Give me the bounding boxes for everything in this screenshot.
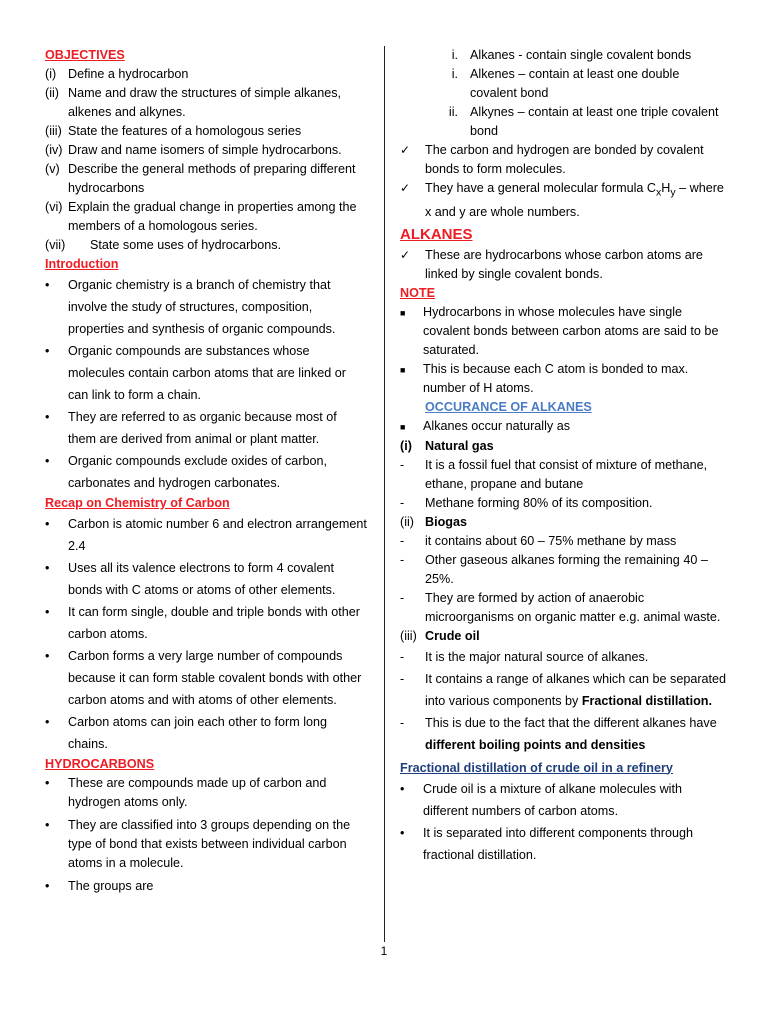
dash-item: - it contains about 60 – 75% methane by mass [400,533,677,548]
list-item: • Organic compounds are substances whose molecules contain carbon atoms that are linked or can link to form a chain. [45,344,346,402]
dash-item: - They are formed by action of anaerobic microorganisms on organic matter e.g. animal waste. [400,590,721,624]
list-item: • Carbon is atomic number 6 and electron arrangement 2.4 [45,517,367,553]
dash-item: - Methane forming 80% of its composition. [400,495,653,510]
list-item: • They are classified into 3 groups depending on the type of bond that exists between individual carbon atoms in a molecule. [45,818,351,870]
dash-item: - It contains a range of alkanes which can be separated into various components by Fractional distillation. [400,671,727,708]
list-item: • Carbon forms a very large number of compounds because it can form stable covalent bonds with other carbon atoms and with atoms of other elements. [45,649,362,707]
list-item: • Organic chemistry is a branch of chemistry that involve the study of structures, composition, properties and synthesis of organic compounds. [45,278,336,336]
left-column [45,46,367,896]
objective-item: (vii) State some uses of hydrocarbons. [45,238,282,252]
list-item: • It is separated into different components through fractional distillation. [400,825,694,862]
occurance-heading: OCCURANCE OF ALKANES [425,399,592,414]
check-icon: ✓ [400,247,411,262]
list-item: • Organic compounds exclude oxides of carbon, carbonates and hydrogen carbonates. [45,454,328,490]
page-number: 1 [380,944,388,958]
dash-item: - Other gaseous alkanes forming the remaining 40 – 25%. [400,552,708,586]
check-item: ✓ The carbon and hydrogen are bonded by covalent bonds to form molecules. [400,141,728,179]
square-bullet-icon: ■ [400,421,406,432]
right-column [400,46,728,866]
objective-item: (iii) State the features of a homologous series [45,124,302,138]
list-item: • Uses all its valence electrons to form 4 covalent bonds with C atoms or atoms of other elements. [45,561,336,597]
check-item: ✓ These are hydrocarbons whose carbon atoms are linked by single covalent bonds. [400,246,728,284]
objectives-heading: OBJECTIVES [45,48,125,62]
alkanes-heading: ALKANES [400,225,473,243]
group-item: ii. Alkynes – contain at least one triple covalent bond [448,105,719,138]
list-item: • It can form single, double and triple bonds with other carbon atoms. [45,605,360,641]
objective-item: (i) Define a hydrocarbon [45,67,189,81]
objective-item: (v) Describe the general methods of preparing different hydrocarbons [45,162,356,195]
hydrocarbons-heading: HYDROCARBONS [45,757,155,771]
objective-item: (iv) Draw and name isomers of simple hydrocarbons. [45,143,342,157]
crude-oil-heading: (iii) Crude oil [400,628,480,643]
group-item: i. Alkanes - contain single covalent bonds [451,48,692,62]
check-icon: ✓ [400,143,411,157]
objective-item: (ii) Name and draw the structures of simple alkanes, alkenes and alkynes. [45,86,341,119]
note-heading: NOTE [400,285,435,300]
dash-item: - It is a fossil fuel that consist of mixture of methane, ethane, propane and butane [400,457,708,491]
square-bullet-icon: ■ [400,307,406,318]
natural-gas-heading: (i) Natural gas [400,438,494,453]
biogas-heading: (ii) Biogas [400,514,467,529]
dash-item: - It is the major natural source of alkanes. [400,649,649,664]
recap-heading: Recap on Chemistry of Carbon [45,496,230,510]
note-item: ■ Hydrocarbons in whose molecules have single covalent bonds between carbon atoms are said to be saturated. [400,303,728,360]
note-item: ■ This is because each C atom is bonded to max. number of H atoms. [400,360,728,398]
group-item: i. Alkenes – contain at least one double covalent bond [451,67,680,100]
dash-item: - This is due to the fact that the different alkanes have different boiling points and densities [400,715,717,752]
list-item: • These are compounds made up of carbon and hydrogen atoms only. [45,776,327,809]
objective-item: (vi) Explain the gradual change in properties among the members of a homologous series. [45,200,357,233]
check-icon: ✓ [400,181,411,195]
note-item: ■ Alkanes occur naturally as [400,417,728,437]
fractional-heading: Fractional distillation of crude oil in a refinery [400,760,673,775]
column-divider [384,46,385,942]
list-item: • The groups are [45,879,154,893]
list-item: • They are referred to as organic because most of them are derived from animal or plant matter. [45,410,337,446]
introduction-heading: Introduction [45,257,119,271]
list-item: • Crude oil is a mixture of alkane molecules with different numbers of carbon atoms. [400,781,682,818]
check-item: ✓ They have a general molecular formula $C_xH_y$ – where x and y are whole numbers. [400,179,728,222]
list-item: • Carbon atoms can join each other to form long chains. [45,715,328,751]
square-bullet-icon: ■ [400,364,406,375]
